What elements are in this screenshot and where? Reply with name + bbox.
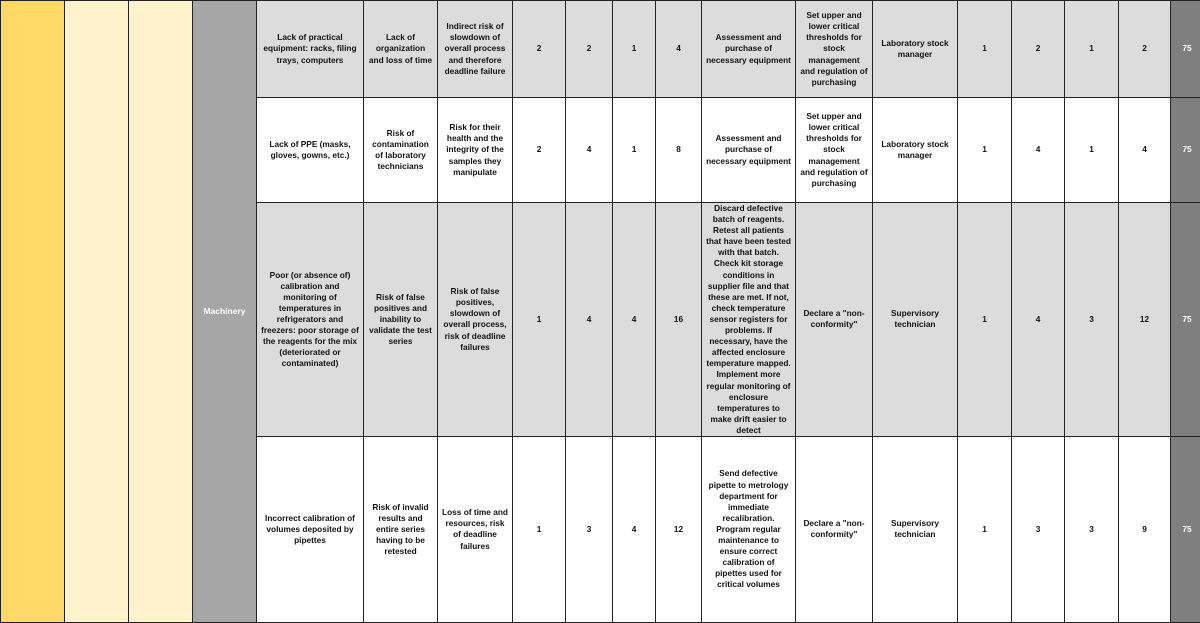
consequence-cell: Risk of invalid results and entire series having to be retested <box>364 436 438 622</box>
rating-cell: 2 <box>513 98 566 203</box>
yellow-band-cell <box>1 1 65 623</box>
mitigation-cell: Assessment and purchase of necessary equipment <box>702 1 796 98</box>
pale-band-cell <box>129 1 193 623</box>
residual-rating-cell: 3 <box>1065 203 1119 437</box>
impact-cell: Loss of time and resources, risk of deadline failures <box>438 436 513 622</box>
rating-cell: 8 <box>656 98 702 203</box>
rating-cell: 1 <box>613 98 656 203</box>
owner-cell: Laboratory stock manager <box>873 98 958 203</box>
residual-rating-cell: 3 <box>1065 436 1119 622</box>
residual-rating-cell: 1 <box>958 203 1012 437</box>
rating-cell: 4 <box>566 203 613 437</box>
residual-rating-cell: 1 <box>958 98 1012 203</box>
residual-rating-cell: 4 <box>1012 98 1065 203</box>
rating-cell: 3 <box>566 436 613 622</box>
residual-rating-cell: 1 <box>1065 98 1119 203</box>
consequence-cell: Risk of false positives and inability to validate the test series <box>364 203 438 437</box>
rating-cell: 2 <box>566 1 613 98</box>
score-cell: 75 <box>1171 436 1200 622</box>
impact-cell: Risk for their health and the integrity of the samples they manipulate <box>438 98 513 203</box>
mitigation-cell: Discard defective batch of reagents. Retest all patients that have been tested with that batch. Check kit storage conditions in supplier file and that these are met. If not, check temperature sensor registers for problems. If necessary, have the affected enclosure temperature mapped. Implement more regular monitoring of enclosure temperatures to make drift easier to detect <box>702 203 796 437</box>
rating-cell: 16 <box>656 203 702 437</box>
rating-cell: 12 <box>656 436 702 622</box>
rating-cell: 4 <box>613 203 656 437</box>
rating-cell: 2 <box>513 1 566 98</box>
rating-cell: 4 <box>656 1 702 98</box>
pale-band-cell <box>65 1 129 623</box>
rating-cell: 1 <box>513 436 566 622</box>
score-cell: 75 <box>1171 98 1200 203</box>
owner-cell: Laboratory stock manager <box>873 1 958 98</box>
residual-rating-cell: 1 <box>1065 1 1119 98</box>
owner-cell: Supervisory technician <box>873 436 958 622</box>
table-row <box>1 1 1200 98</box>
consequence-cell: Risk of contamination of laboratory technicians <box>364 98 438 203</box>
residual-rating-cell: 4 <box>1012 203 1065 437</box>
rating-cell: 1 <box>513 203 566 437</box>
residual-rating-cell: 3 <box>1012 436 1065 622</box>
cause-cell: Poor (or absence of) calibration and monitoring of temperatures in refrigerators and freezers: poor storage of the reagents for the mix (deteriorated or contaminated) <box>257 203 364 437</box>
cause-cell: Lack of practical equipment: racks, filing trays, computers <box>257 1 364 98</box>
mitigation-cell: Assessment and purchase of necessary equipment <box>702 98 796 203</box>
action-cell: Declare a "non-conformity" <box>796 436 873 622</box>
residual-rating-cell: 4 <box>1119 98 1171 203</box>
residual-rating-cell: 1 <box>958 1 1012 98</box>
residual-rating-cell: 12 <box>1119 203 1171 437</box>
consequence-cell: Lack of organization and loss of time <box>364 1 438 98</box>
rating-cell: 1 <box>613 1 656 98</box>
mitigation-cell: Send defective pipette to metrology department for immediate recalibration. Program regular maintenance to ensure correct calibration of pipettes used for critical volumes <box>702 436 796 622</box>
rating-cell: 4 <box>566 98 613 203</box>
action-cell: Set upper and lower critical thresholds for stock management and regulation of purchasing <box>796 98 873 203</box>
residual-rating-cell: 1 <box>958 436 1012 622</box>
cause-cell: Lack of PPE (masks, gloves, gowns, etc.) <box>257 98 364 203</box>
score-cell: 75 <box>1171 203 1200 437</box>
rating-cell: 4 <box>613 436 656 622</box>
action-cell: Declare a "non-conformity" <box>796 203 873 437</box>
impact-cell: Indirect risk of slowdown of overall process and therefore deadline failure <box>438 1 513 98</box>
owner-cell: Supervisory technician <box>873 203 958 437</box>
residual-rating-cell: 9 <box>1119 436 1171 622</box>
action-cell: Set upper and lower critical thresholds for stock management and regulation of purchasing <box>796 1 873 98</box>
score-cell: 75 <box>1171 1 1200 98</box>
cause-cell: Incorrect calibration of volumes deposited by pipettes <box>257 436 364 622</box>
residual-rating-cell: 2 <box>1012 1 1065 98</box>
category-cell: Machinery <box>193 1 257 623</box>
residual-rating-cell: 2 <box>1119 1 1171 98</box>
impact-cell: Risk of false positives, slowdown of overall process, risk of deadline failures <box>438 203 513 437</box>
